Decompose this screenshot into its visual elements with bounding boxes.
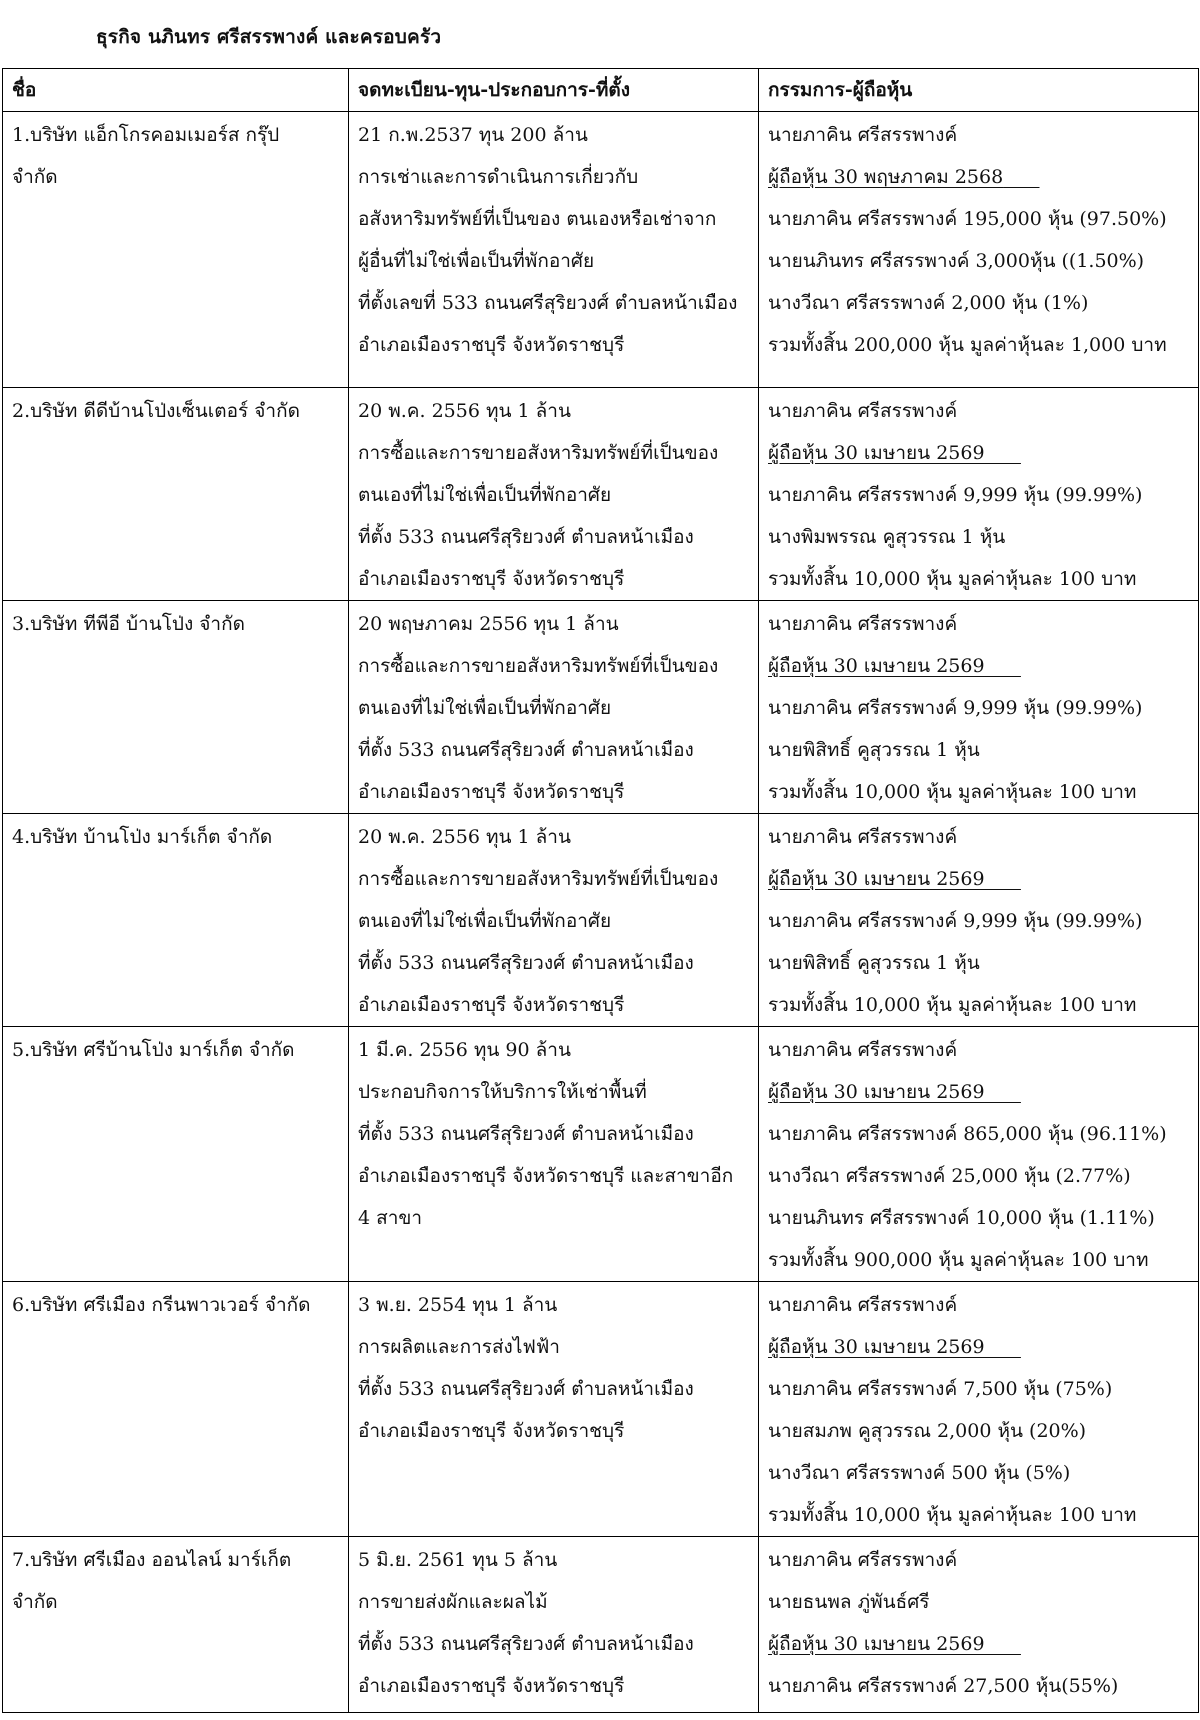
registration-line: อำเภอเมืองราชบุรี จังหวัดราชบุรี — [358, 1420, 625, 1442]
directors-cell — [759, 112, 1199, 388]
table-row — [3, 388, 1199, 601]
registration-line: การขายส่งผักและผลไม้ — [358, 1591, 548, 1613]
header-name: ชื่อ — [3, 69, 349, 112]
registration-line: การเช่าและการดำเนินการเกี่ยวกับ — [358, 166, 639, 188]
registration-line: อำเภอเมืองราชบุรี จังหวัดราชบุรี — [358, 994, 625, 1016]
registration-line: ตนเองที่ไม่ใช่เพื่อเป็นที่พักอาศัย — [358, 484, 612, 506]
company-name-cell — [3, 1537, 349, 1713]
shareholder-entry: นายภาคิน ศรีสรรพางค์ 7,500 หุ้น (75%) — [768, 1378, 1113, 1400]
shareholder-total: รวมทั้งสิ้น 10,000 หุ้น มูลค่าหุ้นละ 100 บาท — [768, 994, 1137, 1016]
registration-line: อำเภอเมืองราชบุรี จังหวัดราชบุรี — [358, 781, 625, 803]
shareholder-date: ผู้ถือหุ้น 30 เมษายน 2569 — [768, 655, 985, 677]
directors-cell — [759, 1282, 1199, 1537]
director-name: นายภาคิน ศรีสรรพางค์ — [768, 826, 958, 848]
registration-line: ที่ตั้ง 533 ถนนศรีสุริยวงศ์ ตำบลหน้าเมือง — [358, 1378, 694, 1400]
company-name-cell — [3, 1282, 349, 1537]
company-name-cell — [3, 601, 349, 814]
registration-line: 3 พ.ย. 2554 ทุน 1 ล้าน — [358, 1294, 558, 1316]
registration-cell — [349, 1027, 759, 1282]
company-name-cell — [3, 388, 349, 601]
registration-line: 20 พ.ค. 2556 ทุน 1 ล้าน — [358, 826, 571, 848]
directors-cell — [759, 601, 1199, 814]
shareholder-total: รวมทั้งสิ้น 900,000 หุ้น มูลค่าหุ้นละ 100 บาท — [768, 1249, 1149, 1271]
registration-line: ประกอบกิจการให้บริการให้เช่าพื้นที่ — [358, 1081, 647, 1103]
shareholder-entry: นายนภินทร ศรีสรรพางค์ 10,000 หุ้น (1.11%) — [768, 1207, 1155, 1229]
document-title: ธุรกิจ นภินทร ศรีสรรพางค์ และครอบครัว — [96, 26, 442, 48]
shareholder-entry: นางวีณา ศรีสรรพางค์ 500 หุ้น (5%) — [768, 1462, 1071, 1484]
registration-line: ที่ตั้ง 533 ถนนศรีสุริยวงศ์ ตำบลหน้าเมือง — [358, 1633, 694, 1655]
company-name: 2.บริษัท ดีดีบ้านโป่งเซ็นเตอร์ จำกัด — [12, 400, 300, 422]
shareholder-date: ผู้ถือหุ้น 30 เมษายน 2569 — [768, 868, 985, 890]
director-name: นายภาคิน ศรีสรรพางค์ — [768, 124, 958, 146]
registration-line: ตนเองที่ไม่ใช่เพื่อเป็นที่พักอาศัย — [358, 697, 612, 719]
shareholder-entry: นายภาคิน ศรีสรรพางค์ 9,999 หุ้น (99.99%) — [768, 484, 1143, 506]
registration-line: 20 พฤษภาคม 2556 ทุน 1 ล้าน — [358, 613, 619, 635]
shareholder-date: ผู้ถือหุ้น 30 เมษายน 2569 — [768, 1633, 985, 1655]
shareholder-entry: นายภาคิน ศรีสรรพางค์ 865,000 หุ้น (96.11%) — [768, 1123, 1167, 1145]
directors-cell — [759, 1027, 1199, 1282]
company-table — [2, 68, 1199, 1713]
registration-line: การผลิตและการส่งไฟฟ้า — [358, 1336, 560, 1358]
registration-line: อำเภอเมืองราชบุรี จังหวัดราชบุรี — [358, 334, 625, 356]
shareholder-date: ผู้ถือหุ้น 30 เมษายน 2569 — [768, 442, 985, 464]
director-name: นายภาคิน ศรีสรรพางค์ — [768, 1039, 958, 1061]
directors-cell — [759, 388, 1199, 601]
director-name: นายธนพล ภู่พันธ์ศรี — [768, 1591, 930, 1613]
header-row — [3, 69, 1199, 112]
registration-line: ที่ตั้ง 533 ถนนศรีสุริยวงศ์ ตำบลหน้าเมือง — [358, 739, 694, 761]
company-name-cell — [3, 112, 349, 388]
registration-line: การซื้อและการขายอสังหาริมทรัพย์ที่เป็นของ — [358, 442, 719, 464]
directors-cell — [759, 814, 1199, 1027]
registration-cell — [349, 112, 759, 388]
registration-line: อำเภอเมืองราชบุรี จังหวัดราชบุรี — [358, 568, 625, 590]
registration-line: 5 มิ.ย. 2561 ทุน 5 ล้าน — [358, 1549, 558, 1571]
shareholder-date: ผู้ถือหุ้น 30 พฤษภาคม 2568 — [768, 166, 1004, 188]
table-row — [3, 1537, 1199, 1713]
registration-cell — [349, 1282, 759, 1537]
shareholder-entry: นายภาคิน ศรีสรรพางค์ 27,500 หุ้น(55%) — [768, 1675, 1119, 1697]
company-name: 5.บริษัท ศรีบ้านโป่ง มาร์เก็ต จำกัด — [12, 1039, 295, 1061]
registration-line: 1 มี.ค. 2556 ทุน 90 ล้าน — [358, 1039, 571, 1061]
shareholder-date: ผู้ถือหุ้น 30 เมษายน 2569 — [768, 1336, 985, 1358]
registration-line: ที่ตั้งเลขที่ 533 ถนนศรีสุริยวงศ์ ตำบลหน้าเมือง — [358, 292, 738, 314]
registration-line: 4 สาขา — [358, 1207, 423, 1229]
shareholder-entry: นายสมภพ คูสุวรรณ 2,000 หุ้น (20%) — [768, 1420, 1087, 1442]
company-name: 1.บริษัท แอ็กโกรคอมเมอร์ส กรุ๊ป — [12, 124, 280, 146]
shareholder-total: รวมทั้งสิ้น 10,000 หุ้น มูลค่าหุ้นละ 100 บาท — [768, 1504, 1137, 1526]
registration-line: การซื้อและการขายอสังหาริมทรัพย์ที่เป็นของ — [358, 655, 719, 677]
shareholder-entry: นางวีณา ศรีสรรพางค์ 2,000 หุ้น (1%) — [768, 292, 1089, 314]
registration-line: ที่ตั้ง 533 ถนนศรีสุริยวงศ์ ตำบลหน้าเมือง — [358, 1123, 694, 1145]
company-name: 4.บริษัท บ้านโป่ง มาร์เก็ต จำกัด — [12, 826, 273, 848]
director-name: นายภาคิน ศรีสรรพางค์ — [768, 400, 958, 422]
registration-line: อสังหาริมทรัพย์ที่เป็นของ ตนเองหรือเช่าจาก — [358, 208, 717, 230]
registration-line: 20 พ.ค. 2556 ทุน 1 ล้าน — [358, 400, 571, 422]
company-name-cell — [3, 1027, 349, 1282]
shareholder-entry: นายภาคิน ศรีสรรพางค์ 9,999 หุ้น (99.99%) — [768, 697, 1143, 719]
company-name: 3.บริษัท ทีพีอี บ้านโป่ง จำกัด — [12, 613, 245, 635]
registration-cell — [349, 388, 759, 601]
company-name: จำกัด — [12, 166, 58, 188]
director-name: นายภาคิน ศรีสรรพางค์ — [768, 1549, 958, 1571]
shareholder-entry: นางพิมพรรณ คูสุวรรณ 1 หุ้น — [768, 526, 1006, 548]
registration-line: 21 ก.พ.2537 ทุน 200 ล้าน — [358, 124, 588, 146]
company-name: จำกัด — [12, 1591, 58, 1613]
table-row — [3, 601, 1199, 814]
company-name-cell — [3, 814, 349, 1027]
company-name: 6.บริษัท ศรีเมือง กรีนพาวเวอร์ จำกัด — [12, 1294, 311, 1316]
registration-cell — [349, 1537, 759, 1713]
shareholder-date: ผู้ถือหุ้น 30 เมษายน 2569 — [768, 1081, 985, 1103]
registration-line: ผู้อื่นที่ไม่ใช่เพื่อเป็นที่พักอาศัย — [358, 250, 595, 272]
registration-cell — [349, 814, 759, 1027]
table-row — [3, 1282, 1199, 1537]
header-directors: กรรมการ-ผู้ถือหุ้น — [759, 69, 1199, 112]
shareholder-total: รวมทั้งสิ้น 10,000 หุ้น มูลค่าหุ้นละ 100 บาท — [768, 781, 1137, 803]
shareholder-entry: นายพิสิทธิ์ คูสุวรรณ 1 หุ้น — [768, 952, 980, 974]
shareholder-entry: นายพิสิทธิ์ คูสุวรรณ 1 หุ้น — [768, 739, 980, 761]
directors-cell — [759, 1537, 1199, 1713]
shareholder-entry: นายนภินทร ศรีสรรพางค์ 3,000หุ้น ((1.50%) — [768, 250, 1145, 272]
director-name: นายภาคิน ศรีสรรพางค์ — [768, 613, 958, 635]
registration-line: ที่ตั้ง 533 ถนนศรีสุริยวงศ์ ตำบลหน้าเมือง — [358, 526, 694, 548]
company-name: 7.บริษัท ศรีเมือง ออนไลน์ มาร์เก็ต — [12, 1549, 292, 1571]
director-name: นายภาคิน ศรีสรรพางค์ — [768, 1294, 958, 1316]
registration-line: ที่ตั้ง 533 ถนนศรีสุริยวงศ์ ตำบลหน้าเมือง — [358, 952, 694, 974]
shareholder-total: รวมทั้งสิ้น 10,000 หุ้น มูลค่าหุ้นละ 100 บาท — [768, 568, 1137, 590]
registration-cell — [349, 601, 759, 814]
shareholder-entry: นายภาคิน ศรีสรรพางค์ 9,999 หุ้น (99.99%) — [768, 910, 1143, 932]
header-registration: จดทะเบียน-ทุน-ประกอบการ-ที่ตั้ง — [349, 69, 759, 112]
table-row — [3, 112, 1199, 388]
registration-line: อำเภอเมืองราชบุรี จังหวัดราชบุรี — [358, 1675, 625, 1697]
table-row — [3, 814, 1199, 1027]
registration-line: อำเภอเมืองราชบุรี จังหวัดราชบุรี และสาขาอีก — [358, 1165, 734, 1187]
registration-line: การซื้อและการขายอสังหาริมทรัพย์ที่เป็นของ — [358, 868, 719, 890]
registration-line: ตนเองที่ไม่ใช่เพื่อเป็นที่พักอาศัย — [358, 910, 612, 932]
table-row — [3, 1027, 1199, 1282]
shareholder-total: รวมทั้งสิ้น 200,000 หุ้น มูลค่าหุ้นละ 1,000 บาท — [768, 334, 1167, 356]
shareholder-entry: นายภาคิน ศรีสรรพางค์ 195,000 หุ้น (97.50%) — [768, 208, 1167, 230]
shareholder-entry: นางวีณา ศรีสรรพางค์ 25,000 หุ้น (2.77%) — [768, 1165, 1131, 1187]
